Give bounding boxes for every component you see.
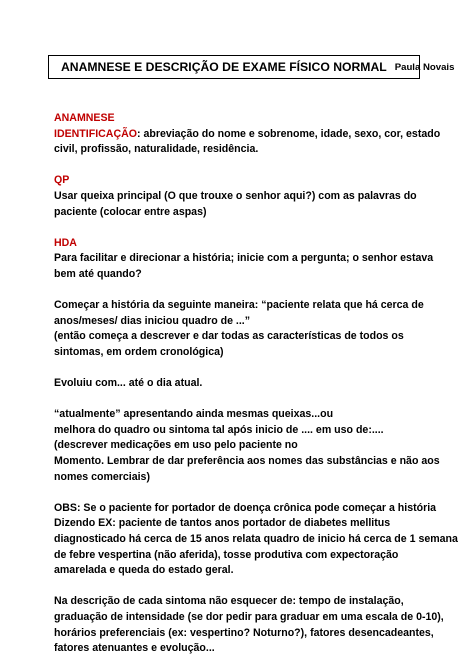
hda-current-line-5: nomes comerciais) bbox=[54, 470, 150, 483]
spacer bbox=[54, 283, 424, 299]
document-body bbox=[54, 111, 458, 657]
hda-start-line-1: Começar a história da seguinte maneira: “paciente relata que há cerca de bbox=[54, 299, 424, 312]
hda-obs-line-4: de febre vespertina (não aferida), tosse produtiva com expectoração bbox=[54, 548, 399, 561]
hda-intro-line-1: Para facilitar e direcionar a história; inicie com a pergunta; o senhor estava bbox=[54, 252, 434, 265]
hda-current-line-3: (descrever medicações em uso pelo paciente no bbox=[54, 439, 298, 452]
section-heading-hda: HDA bbox=[54, 236, 77, 249]
spacer bbox=[54, 485, 424, 501]
section-heading-anamnese: ANAMNESE bbox=[54, 112, 115, 124]
hda-start-line-2: anos/meses/ dias iniciou quadro de ...” bbox=[54, 314, 251, 327]
identification-label: IDENTIFICAÇÃO bbox=[54, 127, 137, 140]
qp-line-1: Usar queixa principal (O que trouxe o senhor aqui?) com as palavras do bbox=[54, 189, 417, 202]
identification-line-2: civil, profissão, naturalidade, residência. bbox=[54, 143, 259, 156]
section-heading-qp: QP bbox=[54, 174, 70, 187]
identification-line-1 bbox=[54, 127, 441, 143]
document-title: ANAMNESE E DESCRIÇÃO DE EXAME FÍSICO NORMAL bbox=[61, 60, 387, 74]
document-author: Paula Novais bbox=[394, 61, 455, 73]
hda-intro-line-2: bem até quando? bbox=[54, 267, 142, 280]
hda-current-line-2: melhora do quadro ou sintoma tal após inicio de .... em uso de:.... bbox=[54, 423, 384, 436]
spacer bbox=[54, 579, 424, 595]
hda-evolution-line: Evoluiu com... até o dia atual. bbox=[54, 377, 203, 390]
spacer bbox=[54, 158, 424, 174]
hda-symptom-line-1: Na descrição de cada sintoma não esquecer de: tempo de instalação, bbox=[54, 595, 404, 608]
spacer bbox=[54, 392, 424, 408]
hda-obs-line-5: amarelada e queda do estado geral. bbox=[54, 564, 234, 577]
hda-symptom-line-2: graduação de intensidade (se dor pedir para graduar em uma escala de 0-10), bbox=[54, 611, 444, 623]
hda-obs-line-2: Dizendo EX: paciente de tantos anos portador de diabetes mellitus bbox=[54, 517, 391, 530]
hda-symptom-line-3: horários preferenciais (ex: vespertino? Noturno?), fatores desencadeantes, bbox=[54, 626, 434, 639]
hda-current-line-1: “atualmente” apresentando ainda mesmas queixas...ou bbox=[54, 408, 334, 421]
hda-start-line-3: (então começa a descrever e dar todas as características de todos os bbox=[54, 330, 404, 343]
qp-line-2: paciente (colocar entre aspas) bbox=[54, 205, 207, 218]
spacer bbox=[54, 361, 424, 377]
hda-obs-line-3: diagnosticado há cerca de 15 anos relata quadro de inicio há cerca de 1 semana bbox=[54, 533, 458, 546]
hda-start-line-4: sintomas, em ordem cronológica) bbox=[54, 345, 224, 358]
hda-obs-line-1: OBS: Se o paciente for portador de doença crônica pode começar a história bbox=[54, 501, 437, 514]
spacer bbox=[54, 220, 424, 236]
hda-current-line-4: Momento. Lembrar de dar preferência aos nomes das substâncias e não aos bbox=[54, 455, 440, 468]
hda-symptom-line-4: fatores atenuantes e evolução... bbox=[54, 642, 215, 655]
title-box bbox=[48, 55, 455, 79]
identification-text: : abreviação do nome e sobrenome, idade, sexo, cor, estado bbox=[136, 127, 441, 140]
